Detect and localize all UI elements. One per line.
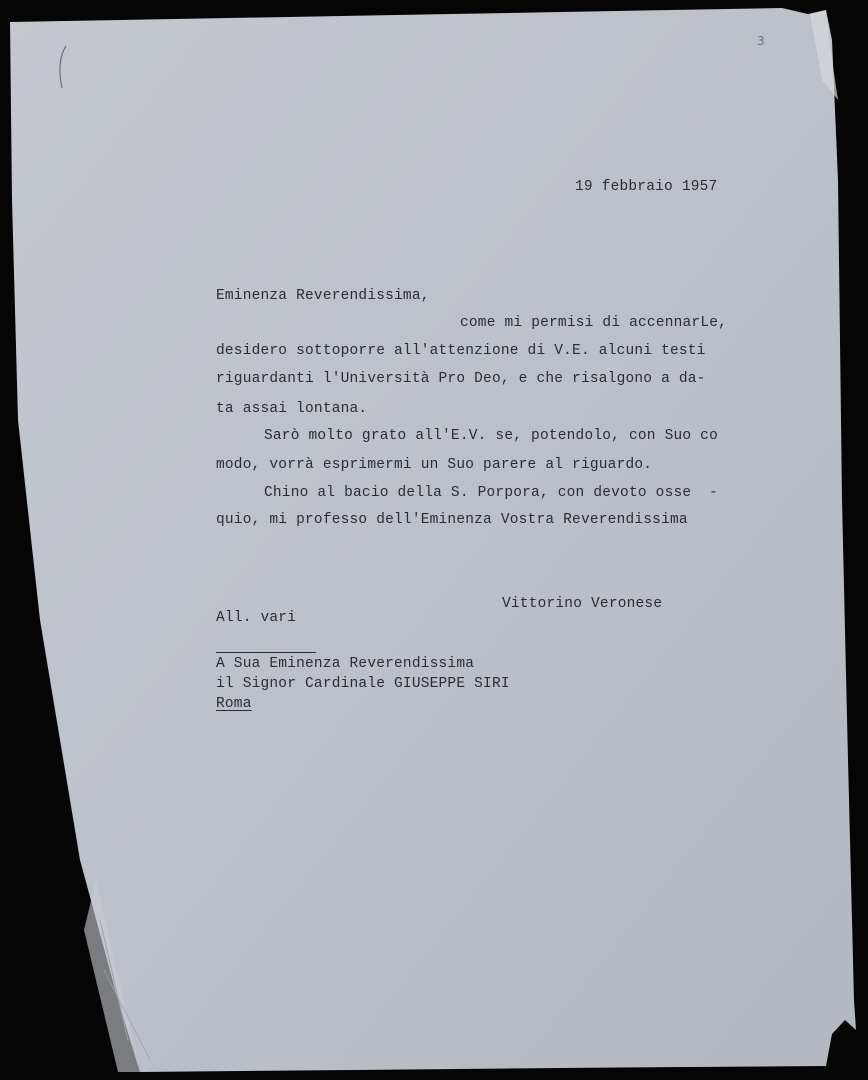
body-line-3: riguardanti l'Università Pro Deo, e che risalgono a da- [216, 371, 706, 387]
body-line-4: ta assai lontana. [216, 401, 368, 417]
recipient-city: Roma [216, 696, 252, 712]
signature: Vittorino Veronese [502, 596, 663, 612]
recipient-line-1: A Sua Eminenza Reverendissima [216, 656, 475, 672]
recipient-line-2: il Signor Cardinale GIUSEPPE SIRI [216, 676, 510, 692]
body-line-8: quio, mi professo dell'Eminenza Vostra Reverendissima [216, 512, 688, 528]
salutation: Eminenza Reverendissima, [216, 288, 430, 304]
body-line-1: come mi permisi di accennarLe, [460, 315, 728, 331]
page-number: 3 [757, 34, 765, 48]
separator-rule [216, 652, 316, 653]
body-line-7: Chino al bacio della S. Porpora, con devoto osse - [264, 485, 718, 501]
body-line-2: desidero sottoporre all'attenzione di V.E. alcuni testi [216, 343, 706, 359]
body-line-6: modo, vorrà esprimermi un Suo parere al riguardo. [216, 457, 653, 473]
body-line-5: Sarò molto grato all'E.V. se, potendolo, con Suo co [264, 428, 718, 444]
enclosures: All. vari [216, 610, 297, 626]
letter-date: 19 febbraio 1957 [575, 179, 718, 195]
